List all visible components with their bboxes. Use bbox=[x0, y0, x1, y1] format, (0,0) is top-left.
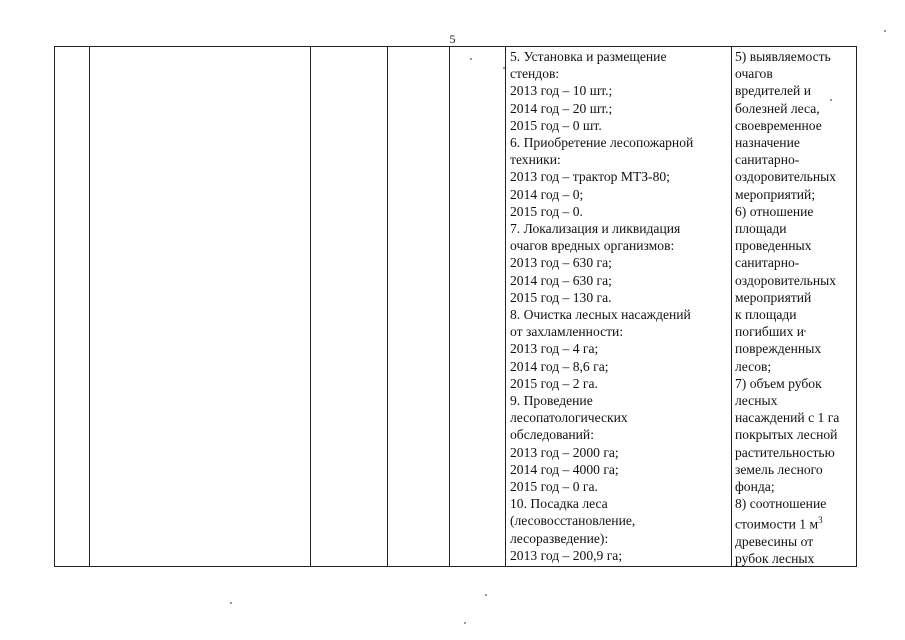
indicator-line: очагов bbox=[735, 66, 773, 82]
activity-line: (лесовосстановление, bbox=[510, 513, 636, 529]
column-divider bbox=[387, 47, 388, 566]
activity-line: 2013 год – 630 га; bbox=[510, 255, 612, 271]
scan-speck bbox=[485, 594, 487, 596]
activity-line: стендов: bbox=[510, 66, 560, 82]
indicator-line: лесов; bbox=[735, 358, 772, 374]
indicator-line: покрытых лесной bbox=[735, 427, 838, 443]
activity-line: техники: bbox=[510, 152, 561, 168]
activity-line: 2013 год – 4 га; bbox=[510, 341, 599, 357]
activity-line: 2013 год – трактор МТЗ-80; bbox=[510, 169, 670, 185]
indicator-line: стоимости 1 $м^3$ bbox=[735, 515, 823, 533]
indicator-line: насаждений с 1 га bbox=[735, 410, 840, 426]
activities-cell bbox=[510, 47, 730, 566]
indicator-line: древесины от bbox=[735, 534, 814, 550]
scan-speck bbox=[503, 67, 505, 69]
cubic-superscript: 3 bbox=[818, 515, 823, 526]
indicator-line: растительностью bbox=[735, 444, 835, 460]
indicators-cell bbox=[735, 47, 857, 566]
indicator-line: 7) объем рубок bbox=[735, 375, 822, 391]
activity-line: 10. Посадка леса bbox=[510, 496, 608, 512]
activity-line: обследований: bbox=[510, 427, 594, 443]
activity-line: 2014 год – 8,6 га; bbox=[510, 358, 609, 374]
activity-line: 2013 год – 2000 га; bbox=[510, 444, 619, 460]
activity-line: 2014 год – 0; bbox=[510, 186, 584, 202]
indicator-line: оздоровительных bbox=[735, 169, 837, 185]
indicator-line: площади bbox=[735, 221, 787, 237]
activity-line: 2013 год – 10 шт.; bbox=[510, 83, 613, 99]
column-divider bbox=[731, 47, 732, 566]
indicator-line: санитарно- bbox=[735, 255, 800, 271]
column-divider bbox=[310, 47, 311, 566]
indicator-line: рубок лесных bbox=[735, 551, 815, 566]
activity-line: 2015 год – 0. bbox=[510, 203, 583, 219]
scan-speck bbox=[230, 602, 232, 604]
indicator-line: проведенных bbox=[735, 238, 812, 254]
scan-speck bbox=[830, 99, 832, 101]
activity-line: очагов вредных организмов: bbox=[510, 238, 675, 254]
activity-line: лесоразведение): bbox=[510, 530, 609, 546]
indicator-line: фонда; bbox=[735, 479, 775, 495]
page-number: 5 bbox=[449, 32, 456, 46]
indicator-line: мероприятий bbox=[735, 289, 812, 305]
activity-line: 2014 год – 20 шт.; bbox=[510, 100, 613, 116]
scan-speck bbox=[470, 58, 472, 60]
scan-speck bbox=[464, 622, 466, 624]
activity-line: 8. Очистка лесных насаждений bbox=[510, 307, 691, 323]
activity-line: лесопатологических bbox=[510, 410, 628, 426]
indicator-line: поврежденных bbox=[735, 341, 822, 357]
indicator-line: вредителей и bbox=[735, 83, 812, 99]
indicator-line: лесных bbox=[735, 393, 778, 409]
activity-line: 2015 год – 0 га. bbox=[510, 479, 598, 495]
indicator-line: 6) отношение bbox=[735, 203, 814, 219]
activity-line: 9. Проведение bbox=[510, 393, 593, 409]
scan-speck bbox=[884, 30, 886, 32]
activity-line: 2014 год – 4000 га; bbox=[510, 461, 619, 477]
activity-line: 2014 год – 630 га; bbox=[510, 272, 612, 288]
activity-line: 7. Локализация и ликвидация bbox=[510, 221, 681, 237]
activity-line: 2015 год – 2 га. bbox=[510, 375, 598, 391]
activity-line: 2015 год – 130 га. bbox=[510, 289, 612, 305]
indicator-line: болезней леса, bbox=[735, 100, 820, 116]
column-divider bbox=[505, 47, 506, 566]
indicator-line: оздоровительных bbox=[735, 272, 837, 288]
activity-line: 2015 год – 0 шт. bbox=[510, 117, 602, 133]
activity-line: 5. Установка и размещение bbox=[510, 49, 667, 64]
indicator-line: погибших и bbox=[735, 324, 805, 340]
indicator-line: земель лесного bbox=[735, 461, 823, 477]
indicator-line: своевременное bbox=[735, 117, 822, 133]
activity-line: 2013 год – 200,9 га; bbox=[510, 547, 623, 563]
indicator-line: 8) соотношение bbox=[735, 496, 827, 512]
indicator-line: санитарно- bbox=[735, 152, 800, 168]
activity-line: 6. Приобретение лесопожарной bbox=[510, 135, 694, 151]
indicator-line: назначение bbox=[735, 135, 800, 151]
document-table bbox=[54, 46, 857, 567]
indicator-line: мероприятий; bbox=[735, 186, 816, 202]
column-divider bbox=[449, 47, 450, 566]
indicator-line: к площади bbox=[735, 307, 797, 323]
activity-line: от захламленности: bbox=[510, 324, 624, 340]
column-divider bbox=[89, 47, 90, 566]
indicator-line: 5) выявляемость bbox=[735, 49, 831, 64]
scan-speck bbox=[804, 330, 806, 332]
